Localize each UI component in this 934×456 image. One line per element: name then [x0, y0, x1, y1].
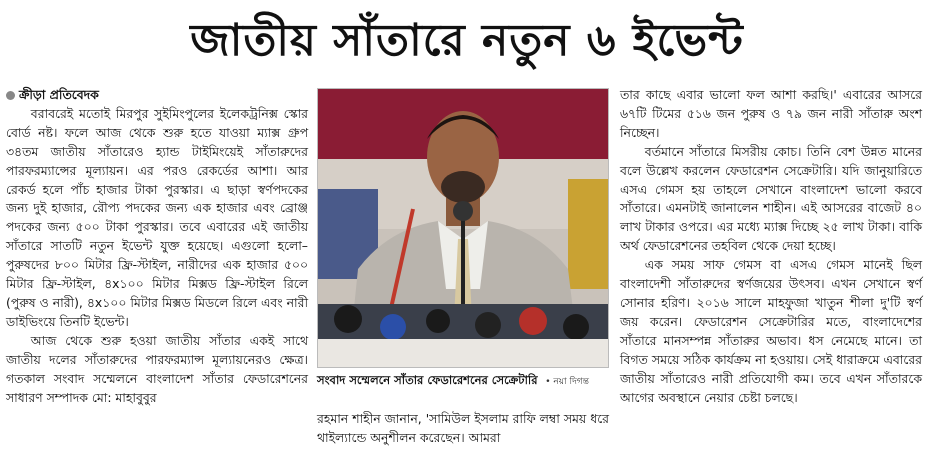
- caption-text: সংবাদ সম্মেলনে সাঁতার ফেডারেশনের সেক্রেটারি: [317, 373, 538, 387]
- center-paragraph: রহমান শাহীন জানান, 'সামিউল ইসলাম রাফি লম্বা সময় ধরে থাইল্যান্ডে অনুশীলন করেছেন। আমরা: [317, 411, 609, 446]
- press-conference-photo: [317, 88, 609, 368]
- left-column: [6, 86, 308, 407]
- right-paragraph-1: তার কাছে এবার ভালো ফল আশা করছি।' এবারের আসরে ৬৭টি টিমের ৫১৬ জন পুরুষ ও ৭৯ জন নারী সাঁতারু অংশ নিচ্ছেন।: [620, 87, 922, 140]
- byline-text: ক্রীড়া প্রতিবেদক: [19, 87, 99, 102]
- photo-credit: • নয়া দিগন্ত: [545, 377, 589, 387]
- bullet-icon: [6, 91, 15, 100]
- headline: জাতীয় সাঁতারে নতুন ৬ ইভেন্ট: [190, 15, 744, 66]
- right-paragraph-3: এক সময় সাফ গেমস বা এসএ গেমস মানেই ছিল বাংলাদেশী সাঁতারুদের স্বর্ণজয়ের উৎসব। এখন সেখানে স্বর্ণ সোনার হরিণ। ২০১৬ সালে মাহফুজা খাতুন শীলা দু'টি স্বর্ণ জয় করেন। ফেডারেশন সেক্রেটারির মতে, বাংলাদেশের সাঁতারে মানসম্পন্ন সাঁতারুর অভাব। ধস নেমেছে মানে। তা বিগত সময়ে সঠিক কার্যক্রম না হওয়ায়। সেই ধারাক্রমে এবারের জাতীয় সাঁতারেও নারী প্রতিযোগী কম। তবে এখন সাঁতারকে আগের অবস্থানে নেয়ার চেষ্টা চলছে।: [620, 257, 922, 405]
- photo-caption: [317, 372, 609, 391]
- photo-credit-text: নয়া দিগন্ত: [553, 377, 589, 387]
- left-paragraph-1: বরাবরেই মতোই মিরপুর সুইমিংপুলের ইলেকট্রনিক্স স্কোর বোর্ড নষ্ট। ফলে আজ থেকে শুরু হতে যাওয়া ম্যাক্স গ্রুপ ৩৪তম জাতীয় সাঁতারেও হ্যান্ড টাইমিংয়েই সাঁতারুদের পারফরম্যান্সের মূল্যায়ন। এর পরও রেকর্ডের আশা। আর রেকর্ড হলে পাঁচ হাজার টাকা পুরস্কার। এ ছাড়া স্বর্ণপদকের জন্য দুই হাজার, রৌপ্য পদকের জন্য এক হাজার এবং ব্রোঞ্জ পদকের জন্য ৫০০ টাকা পুরস্কার। তবে এবারের এই জাতীয় সাঁতারে সাতটি নতুন ইভেন্ট যুক্ত হয়েছে। এগুলো হলো– পুরুষদের ৮০০ মিটার ফ্রি-স্টাইল, নারীদের এক হাজার ৫০০ মিটার ফ্রি-স্টাইল, ৪x১০০ মিটার মিক্সড ফ্রি-স্টাইল রিলে (পুরুষ ও নারী), ৪x১০০ মিটার মিক্সড মিডলে রিলে এবং নারী ডাইভিংয়ে তিনটি ইভেন্ট।: [6, 105, 308, 329]
- right-paragraph-2: বর্তমানে সাঁতারে মিসরীয় কোচ। তিনি বেশ উন্নত মানের বলে উল্লেখ করলেন ফেডারেশন সেক্রেটারি। যদি জানুয়ারিতে এসএ গেমস হয় তাহলে সেখানে বাংলাদেশ ভালো করবে সাঁতারে। এমনটাই জানালেন শাহীন। এই আসরের বাজেট ৪০ লাখ টাকার ওপরে। এর মধ্যে ম্যাক্স দিচ্ছে ২৫ লাখ টাকা। বাকি অর্থ ফেডারেশনের তহবিল থেকে দেয়া হচ্ছে।: [620, 143, 922, 254]
- right-column: [620, 86, 922, 407]
- left-paragraph-2: আজ থেকে শুরু হওয়া জাতীয় সাঁতার একই সাথে জাতীয় দলের সাঁতারুদের পারফরম্যান্স মূল্যায়নেরও ক্ষেত্র। গতকাল সংবাদ সম্মেলনে বাংলাদেশ সাঁতার ফেডারেশনের সাধারণ সম্পাদক মো: মাহাবুবুর: [6, 332, 308, 405]
- byline: [6, 86, 308, 105]
